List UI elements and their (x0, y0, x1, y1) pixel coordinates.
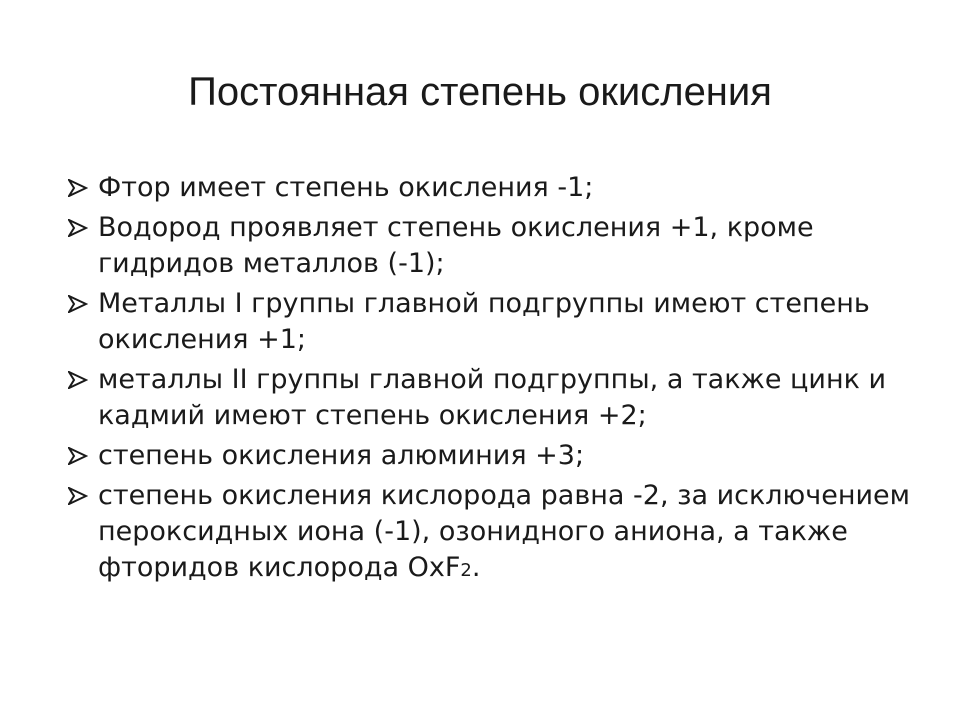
arrowhead-bullet-icon (68, 179, 88, 197)
bullet-item-group-one-metals (68, 286, 918, 358)
bullet-text: Водород проявляет степень окисления +1, кроме гидридов металлов (-1); (98, 212, 814, 279)
bullet-list (68, 170, 918, 593)
bullet-end-punctuation: . (471, 552, 481, 583)
bullet-item-fluorine (68, 170, 918, 206)
slide-title: Постоянная степень окисления (188, 70, 772, 114)
arrowhead-bullet-icon (68, 219, 88, 237)
arrowhead-bullet-icon (68, 487, 88, 505)
arrowhead-bullet-icon (68, 371, 88, 389)
arrowhead-bullet-icon (68, 295, 88, 313)
bullet-text: Металлы I группы главной подгруппы имеют степень окисления +1; (98, 288, 870, 355)
bullet-item-aluminium (68, 438, 918, 474)
bullet-text: степень окисления кислорода равна -2, за исключением пероксидных иона (-1), озонидного аниона, а также фторидов кислорода OxF (98, 480, 911, 583)
arrowhead-bullet-icon (68, 447, 88, 465)
bullet-item-group-two-metals (68, 362, 918, 434)
formula-subscript: 2 (460, 560, 472, 581)
bullet-item-oxygen (68, 478, 918, 589)
bullet-text: степень окисления алюминия +3; (98, 440, 585, 471)
bullet-text: металлы II группы главной подгруппы, а также цинк и кадмий имеют степень окисления +2; (98, 364, 887, 431)
bullet-text: Фтор имеет степень окисления -1; (98, 172, 594, 203)
bullet-item-hydrogen (68, 210, 918, 282)
